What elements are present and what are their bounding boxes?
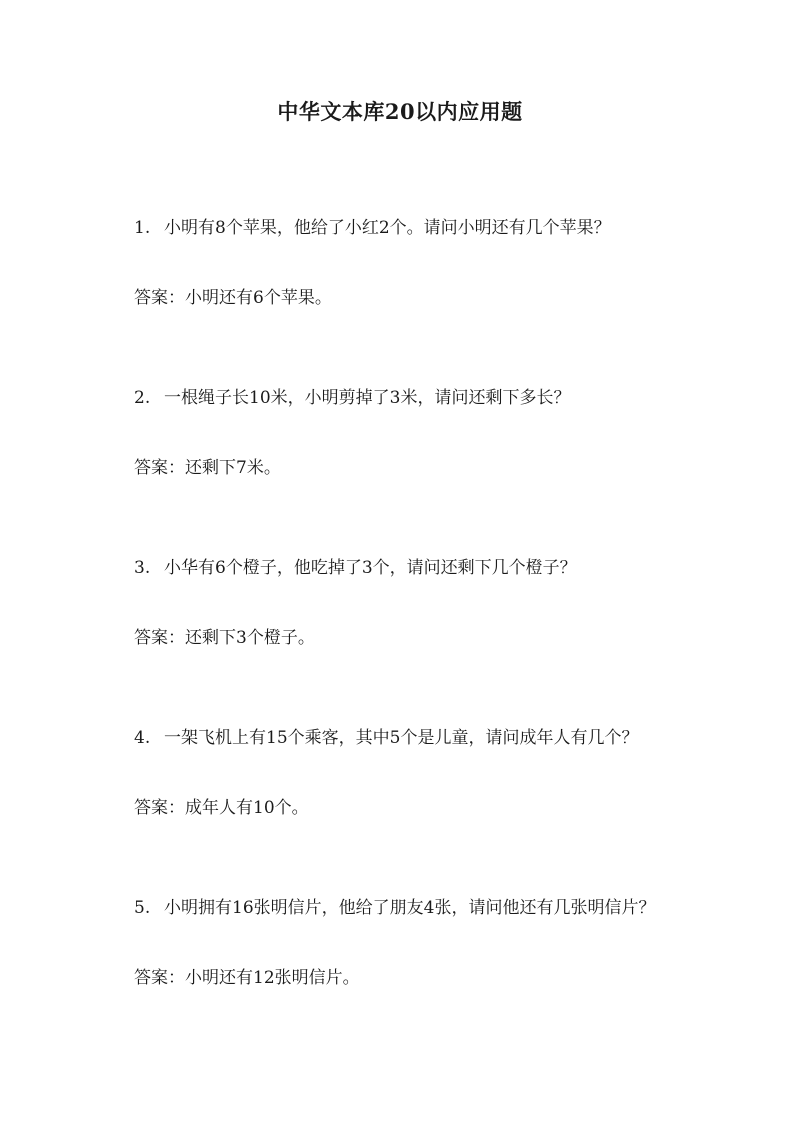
question-number: 1. (134, 218, 151, 238)
question-body: 一架飞机上有15个乘客，其中5个是儿童，请问成年人有几个？ (164, 728, 639, 748)
question-number: 2. (134, 388, 151, 408)
question-item-2 (134, 384, 754, 554)
question-number: 3. (134, 558, 151, 578)
answer-text: 答案：成年人有10个。 (134, 798, 309, 818)
question-item-1 (134, 214, 754, 384)
answer-text: 答案：还剩下3个橙子。 (134, 628, 315, 648)
question-item-4 (134, 724, 754, 894)
question-text (134, 894, 655, 922)
question-text (134, 554, 577, 582)
answer-text: 答案：小明还有6个苹果。 (134, 288, 332, 308)
question-text (134, 214, 611, 242)
question-item-3 (134, 554, 754, 724)
question-text (134, 384, 570, 412)
question-list (134, 214, 754, 1064)
question-body: 小明拥有16张明信片，他给了朋友4张，请问他还有几张明信片？ (164, 898, 656, 918)
question-body: 小明有8个苹果，他给了小红2个。请问小明还有几个苹果？ (164, 218, 611, 238)
question-number: 5. (134, 898, 151, 918)
answer-text: 答案：还剩下7米。 (134, 458, 281, 478)
answer-text: 答案：小明还有12张明信片。 (134, 968, 360, 988)
question-body: 一根绳子长10米，小明剪掉了3米，请问还剩下多长？ (164, 388, 571, 408)
page-title: 中华文本库20以内应用题 (277, 99, 523, 124)
question-number: 4. (134, 728, 151, 748)
question-item-5 (134, 894, 754, 1064)
question-body: 小华有6个橙子，他吃掉了3个，请问还剩下几个橙子？ (164, 558, 577, 578)
question-text (134, 724, 638, 752)
